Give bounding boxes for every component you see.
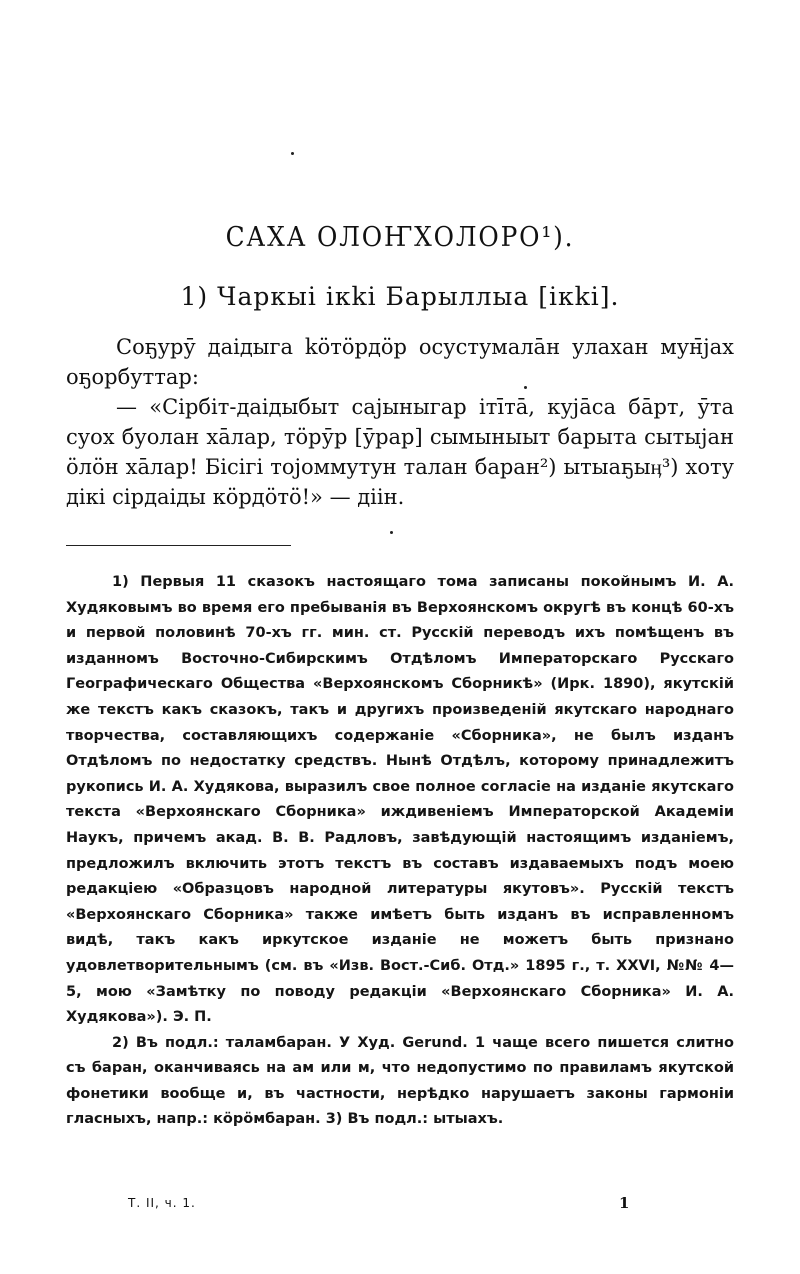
page-title: САХА ОЛОҤХОЛОРО¹). — [225, 222, 575, 253]
speck-mark — [390, 531, 393, 534]
footnotes — [66, 570, 734, 1133]
body-paragraph: — «Сірбіт-даідыбыт саjыныгар ітīтā, куjāса бāрт, ӯта суох буолан хāлар, тӧрӯр [ӯрар] сымыныыт барыта сытыjан ӧлӧн хāлар! Бісігі тоjоммутун талан баран²) ытыаҕыӊ³) хоту дікі сірдаіды кӧрдӧтӧ!» — діін. — [66, 395, 734, 509]
body-paragraph: Соҕурӯ даідыга kӧтӧрдӧр осустумалāн улахан мун̄jах оҕорбуттар: — [66, 335, 734, 389]
footnote: 2) Въ подл.: таламбаран. У Худ. Gerund. 1 чаще всего пишется слитно съ баран, оканчиваясь на ам или м, что недопустимо по правиламъ якутской фонетики вообще и, въ частности, нерѣдко нарушаетъ законы гармоніи гласныхъ, напр.: кӧрӧмбаран. 3) Въ подл.: ытыахъ. — [66, 1034, 734, 1128]
footnote: 1) Первыя 11 сказокъ настоящаго тома записаны покойнымъ И. А. Худяковымъ во время его пребыванія въ Верхоянскомъ округѣ въ концѣ 60-хъ и первой половинѣ 70-хъ гг. мин. ст. Русскій переводъ ихъ помѣщенъ въ изданномъ Восточно-Сибирскимъ Отдѣломъ Императорскаго Русскаго Географическаго Общества «Верхоянскомъ Сборникѣ» (Ирк. 1890), якутскій же текстъ какъ сказокъ, такъ и другихъ произведеній якутскаго народнаго творчества, составляющихъ содержаніе «Сборника», не былъ изданъ Отдѣломъ по недостатку средствъ. Нынѣ Отдѣлъ, которому принадлежитъ рукопись И. А. Худякова, выразилъ свое полное согласіе на изданіе якутскаго текста «Верхоянскаго Сборника» иждивеніемъ Императорской Академіи Наукъ, причемъ акад. В. В. Радловъ, завѣдующій настоящимъ изданіемъ, предложилъ включить этотъ текстъ въ составъ издаваемыхъ подъ моею редакціею «Образцовъ народной литературы якутовъ». Русскій текстъ «Верхоянскаго Сборника» также имѣетъ быть изданъ въ исправленномъ видѣ, такъ какъ иркутское изданіе не можетъ быть признано удовлетворительнымъ (см. въ «Изв. Вост.-Сиб. Отд.» 1895 г., т. XXVI, №№ 4—5, мою «Замѣтку по поводу редакціи «Верхоянскаго Сборника» И. А. Худякова»). Э. П. — [66, 574, 734, 1026]
footnote-divider — [66, 545, 291, 546]
signature-mark: Т. II, ч. 1. — [128, 1196, 196, 1210]
speck-mark — [291, 152, 294, 155]
page-number: 1 — [619, 1194, 630, 1212]
main-text — [66, 332, 734, 512]
story-heading: 1) Чаркыі ікkі Барыллыа [ікkі]. — [180, 282, 620, 311]
